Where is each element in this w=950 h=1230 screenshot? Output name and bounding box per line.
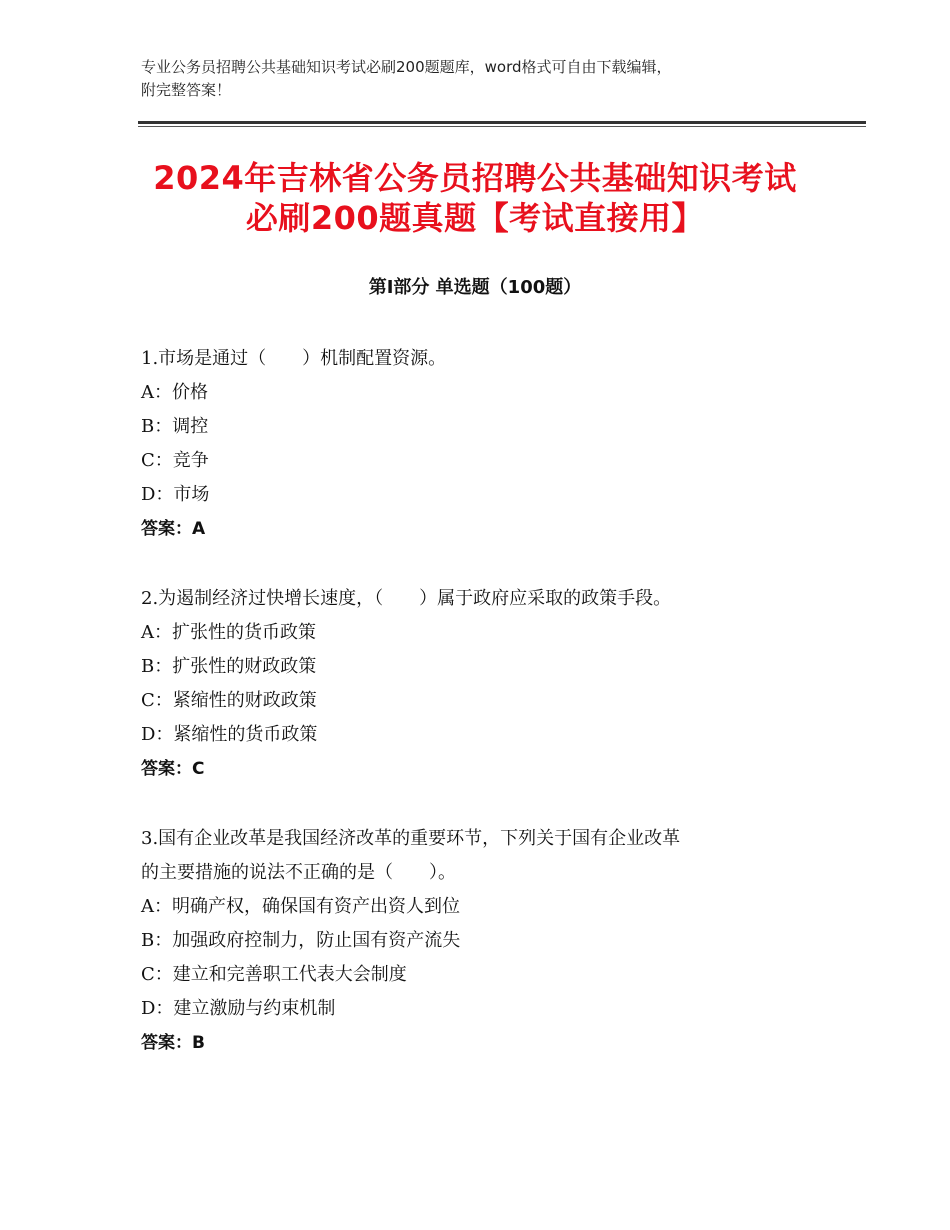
header-rule-thick — [138, 121, 866, 124]
document-title — [100, 158, 850, 238]
option-d: D：建立激励与约束机制 — [141, 998, 336, 1019]
option-c: C：建立和完善职工代表大会制度 — [141, 964, 407, 985]
option-b: B：加强政府控制力，防止国有资产流失 — [141, 930, 461, 951]
question-1 — [141, 342, 821, 546]
answer-label: 答案：B — [141, 1033, 205, 1053]
question-spacer — [141, 786, 821, 822]
document-title-line-1: 2024年吉林省公务员招聘公共基础知识考试 — [153, 159, 797, 197]
section-heading: 第Ⅰ部分 单选题（100题） — [368, 277, 582, 298]
answer-label: 答案：C — [141, 759, 205, 779]
question-stem-continued: 的主要措施的说法不正确的是（ ）。 — [141, 862, 456, 883]
option-c: C：紧缩性的财政政策 — [141, 690, 317, 711]
option-a: A：明确产权，确保国有资产出资人到位 — [141, 896, 460, 917]
option-c: C：竞争 — [141, 450, 209, 471]
question-list — [141, 342, 821, 1060]
header-note-line-1: 专业公务员招聘公共基础知识考试必刷200题题库，word格式可自由下载编辑， — [141, 58, 672, 76]
document-title-line-2: 必刷200题真题【考试直接用】 — [245, 199, 705, 237]
question-3 — [141, 822, 821, 1060]
option-b: B：扩张性的财政政策 — [141, 656, 317, 677]
question-2 — [141, 582, 821, 786]
document-header-note — [141, 56, 821, 102]
question-stem: 2.为遏制经济过快增长速度，（ ）属于政府应采取的政策手段。 — [141, 588, 672, 609]
question-spacer — [141, 546, 821, 582]
question-stem: 1.市场是通过（ ）机制配置资源。 — [141, 348, 447, 369]
option-a: A：扩张性的货币政策 — [141, 622, 316, 643]
option-d: D：紧缩性的货币政策 — [141, 724, 318, 745]
answer-label: 答案：A — [141, 519, 206, 539]
option-a: A：价格 — [141, 382, 208, 403]
option-b: B：调控 — [141, 416, 209, 437]
header-rule-thin — [138, 126, 866, 127]
header-note-line-2: 附完整答案！ — [141, 81, 232, 99]
option-d: D：市场 — [141, 484, 210, 505]
question-stem: 3.国有企业改革是我国经济改革的重要环节，下列关于国有企业改革 — [141, 828, 681, 849]
